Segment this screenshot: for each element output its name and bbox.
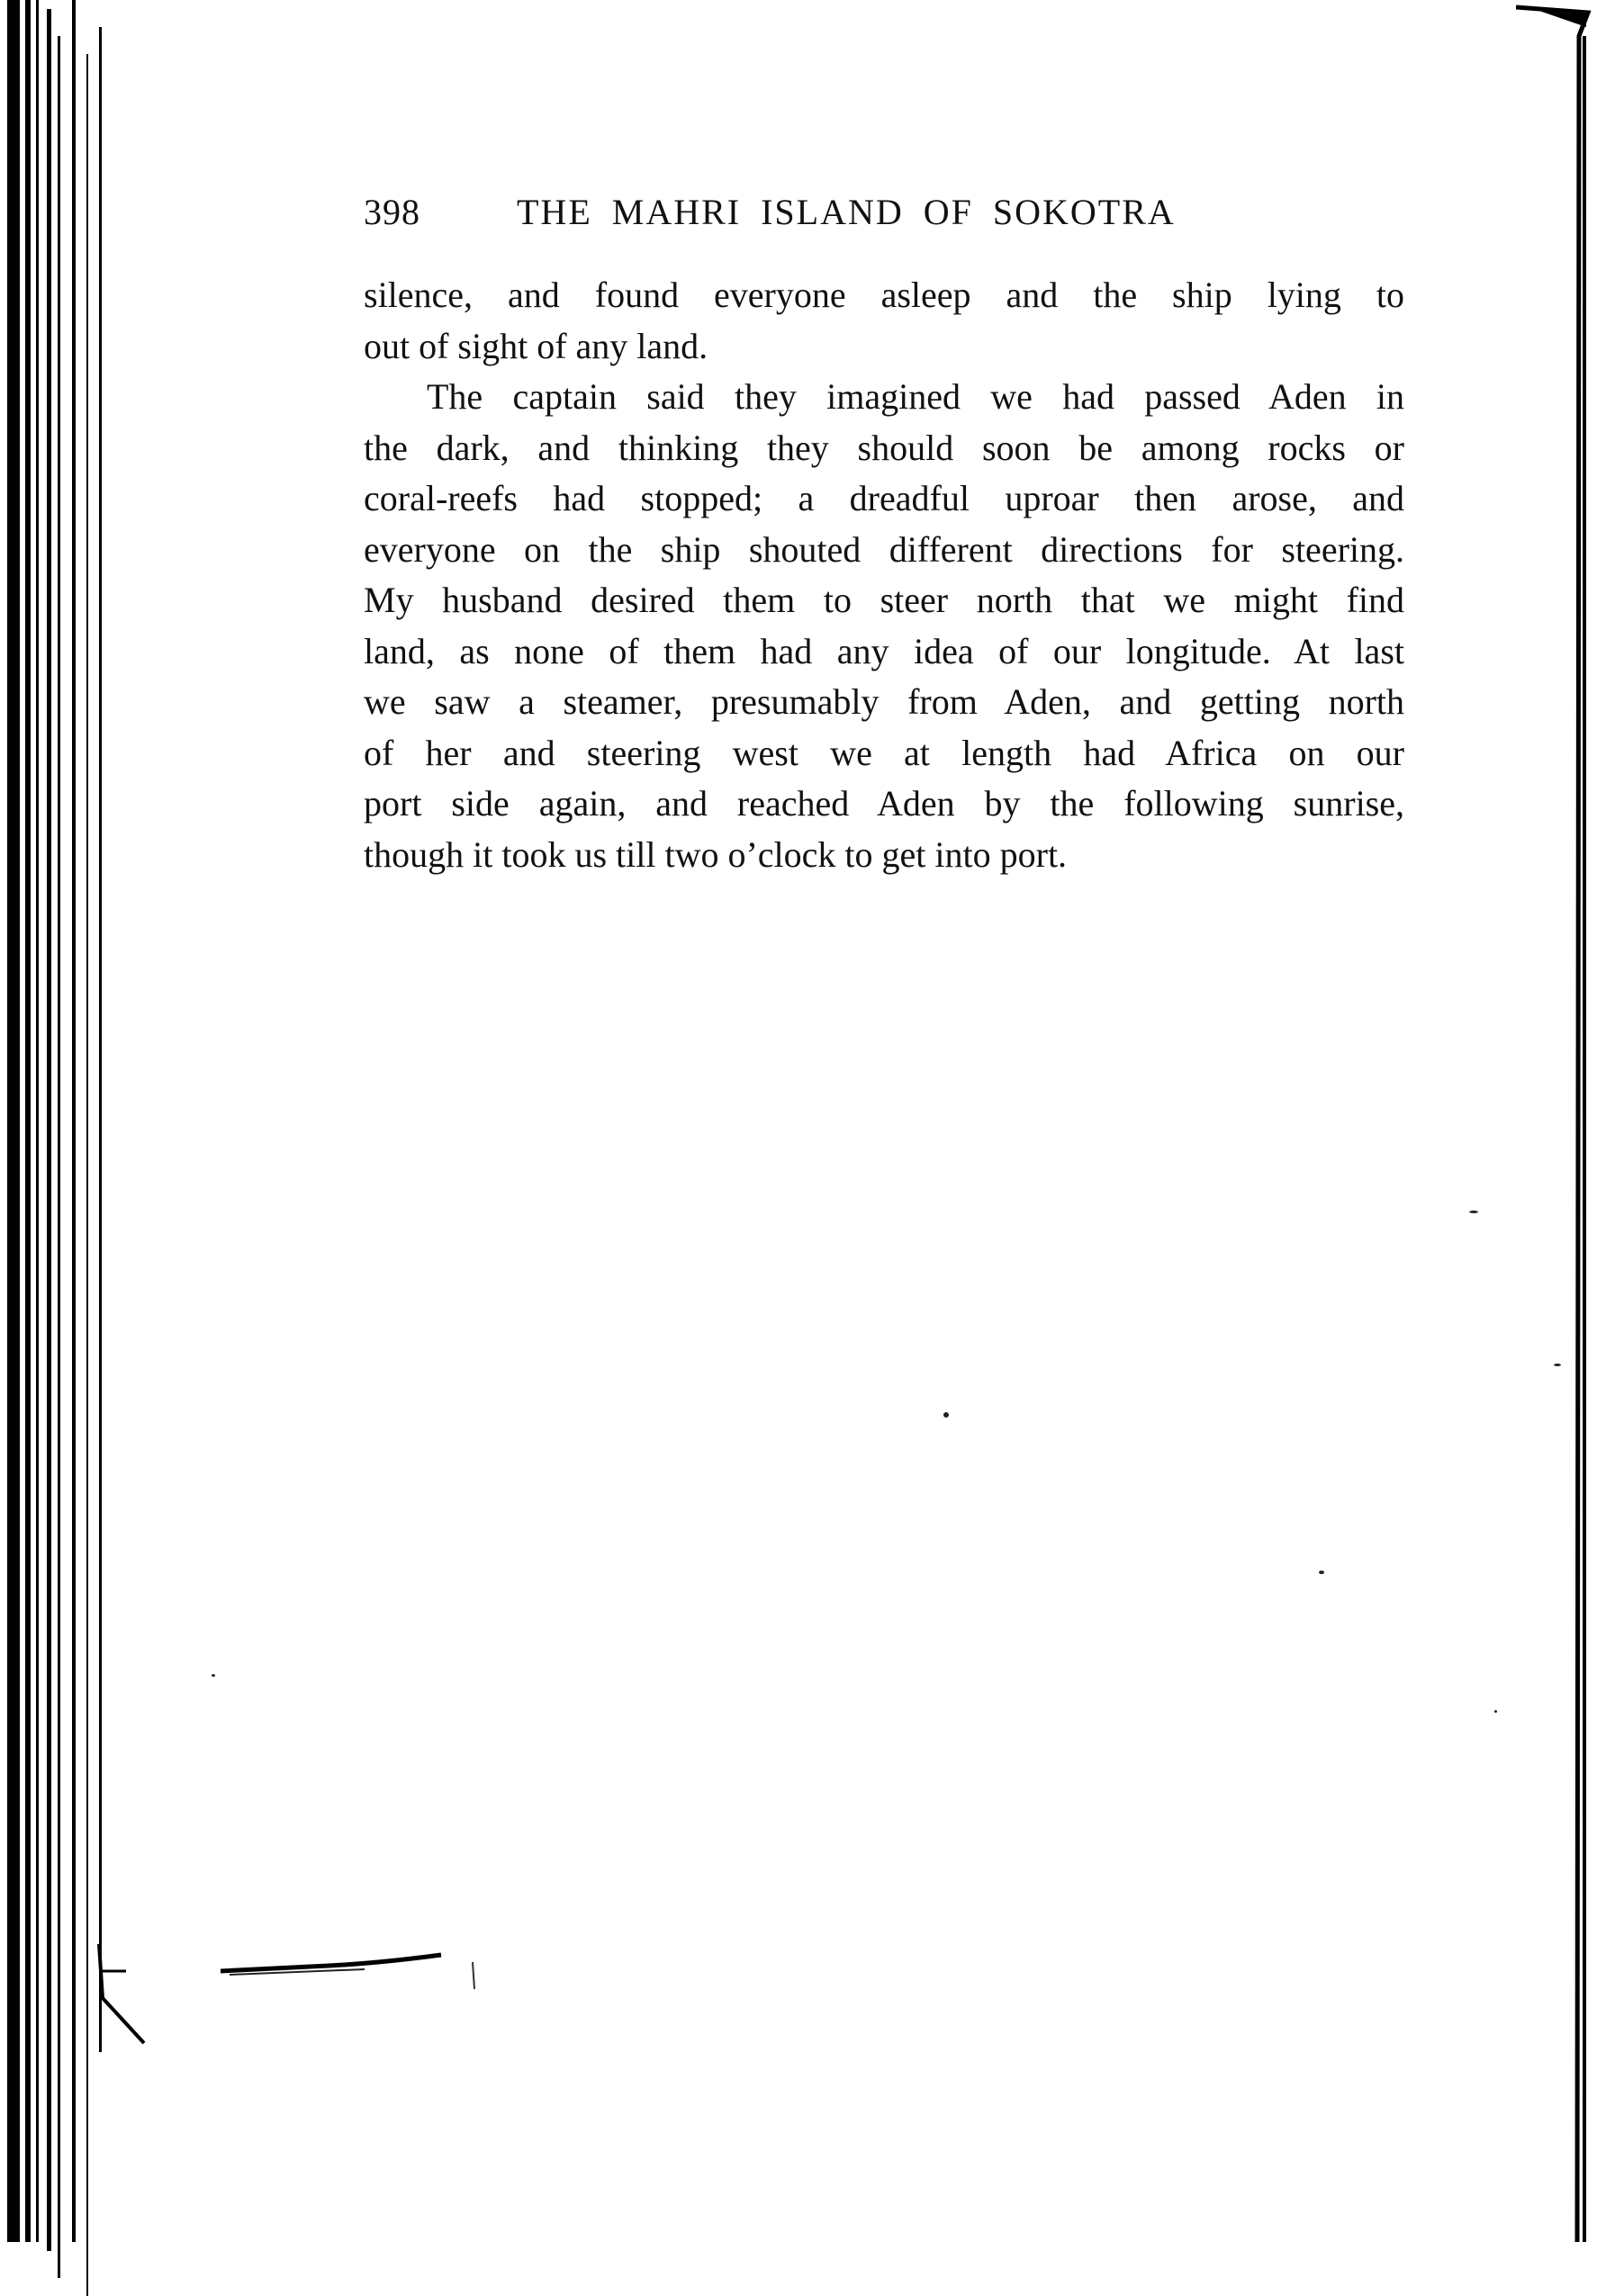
body-text — [364, 270, 1404, 880]
paragraph — [364, 270, 1404, 372]
text-line: port side again, and reached Aden by the following sunrise, — [364, 783, 1404, 824]
text-line: land, as none of them had any idea of our longitude. At last — [364, 630, 1404, 671]
text-line: we saw a steamer, presumably from Aden, and getting north — [364, 681, 1404, 722]
binding-gutter — [0, 0, 117, 2242]
text-line: The captain said they imagined we had passed Aden in — [427, 376, 1404, 417]
gutter-curl-mark — [90, 1944, 162, 2052]
page-edge — [1516, 0, 1606, 2242]
text-line: silence, and found everyone asleep and the ship lying to — [364, 275, 1404, 315]
text-line: the dark, and thinking they should soon be among rocks or — [364, 427, 1404, 468]
text-line: My husband desired them to steer north that we might find — [364, 580, 1404, 620]
running-head — [364, 191, 1264, 233]
running-head-title: THE MAHRI ISLAND OF SOKOTRA — [517, 192, 1176, 232]
ink-smudge — [221, 1944, 491, 1998]
text-line: everyone on the ship shouted different directions for steering. — [364, 528, 1404, 570]
text-line: coral-reefs had stopped; a dreadful uproar then arose, and — [364, 478, 1404, 518]
paragraph — [364, 372, 1404, 880]
text-line: of her and steering west we at length had Africa on our — [364, 732, 1404, 773]
text-line: out of sight of any land. — [364, 325, 708, 366]
text-line: though it took us till two o’clock to get into port. — [364, 833, 1068, 875]
page-number: 398 — [364, 192, 420, 232]
